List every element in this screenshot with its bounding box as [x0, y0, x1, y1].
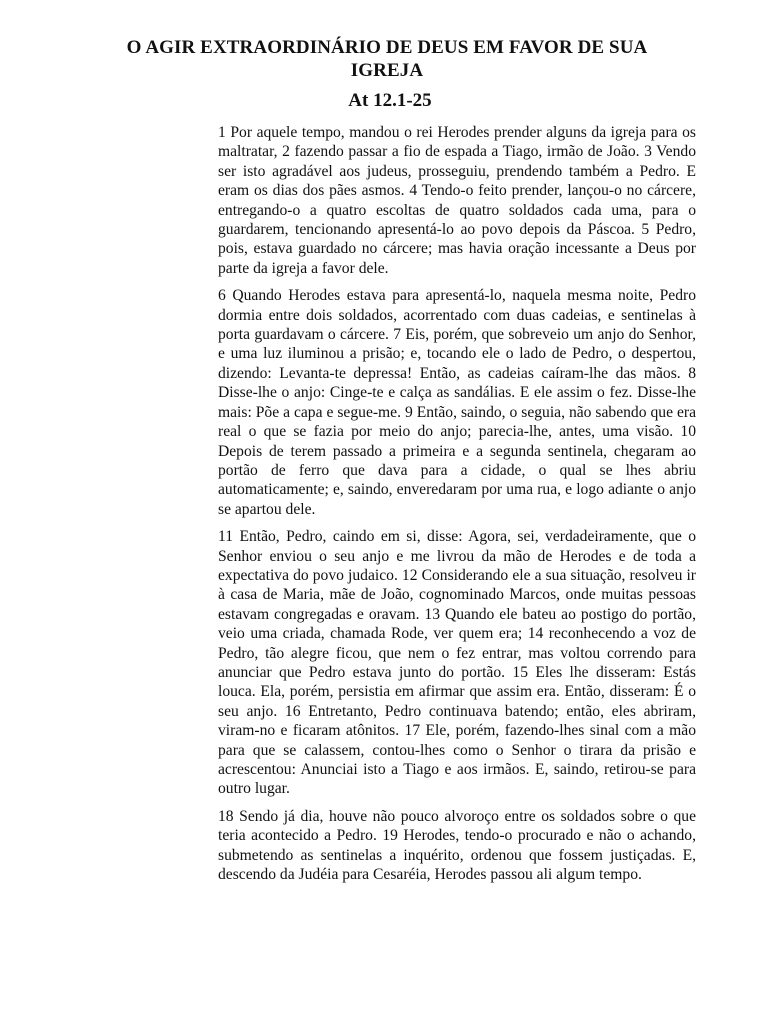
paragraph-verses-11-17: 11 Então, Pedro, caindo em si, disse: Agora, sei, verdadeiramente, que o Senhor enviou o seu anjo e me livrou da mão de Herodes e de toda a expectativa do povo judaico. 12 Considerando ele a sua situação, resolveu ir à casa de Maria, mãe de João, cognominado Marcos, onde muitas pessoas estavam congregadas e oravam. 13 Quando ele bateu ao postigo do portão, veio uma criada, chamada Rode, ver quem era; 14 reconhecendo a voz de Pedro, tão alegre ficou, que nem o fez entrar, mas voltou correndo para anunciar que Pedro estava junto do portão. 15 Eles lhe disseram: Estás louca. Ela, porém, persistia em afirmar que assim era. Então, disseram: É o seu anjo. 16 Entretanto, Pedro continuava batendo; então, eles abriram, viram-no e ficaram atônitos. 17 Ele, porém, fazendo-lhes sinal com a mão para que se calassem, contou-lhes como o Senhor o tirara da prisão e acrescentou: Anunciai isto a Tiago e aos irmãos. E, saindo, retirou-se para outro lugar.	[218, 528, 696, 798]
paragraph-verses-18-19: 18 Sendo já dia, houve não pouco alvoroço entre os soldados sobre o que teria acontecido a Pedro. 19 Herodes, tendo-o procurado e não o achando, submetendo as sentinelas a inquérito, ordenou que fossem justiçadas. E, descendo da Judéia para Cesaréia, Herodes passou ali algum tempo.	[218, 807, 696, 884]
paragraph-verses-6-10: 6 Quando Herodes estava para apresentá-lo, naquela mesma noite, Pedro dormia entre dois soldados, acorrentado com duas cadeias, e sentinelas à porta guardavam o cárcere. 7 Eis, porém, que sobreveio um anjo do Senhor, e uma luz iluminou a prisão; e, tocando ele o lado de Pedro, o despertou, dizendo: Levanta-te depressa! Então, as cadeias caíram-lhe das mãos. 8 Disse-lhe o anjo: Cinge-te e calça as sandálias. E ele assim o fez. Disse-lhe mais: Põe a capa e segue-me. 9 Então, saindo, o seguia, não sabendo que era real o que se fazia por meio do anjo; parecia-lhe, antes, uma visão. 10 Depois de terem passado a primeira e a segunda sentinela, chegaram ao portão de ferro que dava para a cidade, o qual se lhes abriu automaticamente; e, saindo, enveredaram por uma rua, e logo adiante o anjo se apartou dele.	[218, 287, 696, 518]
scripture-body	[218, 123, 696, 892]
document-title: O AGIR EXTRAORDINÁRIO DE DEUS EM FAVOR DE SUA IGREJA	[126, 37, 648, 81]
scripture-reference: At 12.1-25	[348, 90, 432, 111]
paragraph-verses-1-5: 1 Por aquele tempo, mandou o rei Herodes prender alguns da igreja para os maltratar, 2 fazendo passar a fio de espada a Tiago, irmão de João. 3 Vendo ser isto agradável aos judeus, prosseguiu, prendendo também a Pedro. E eram os dias dos pães asmos. 4 Tendo-o feito prender, lançou-o no cárcere, entregando-o a quatro escoltas de quatro soldados cada uma, para o guardarem, tencionando apresentá-lo ao povo depois da Páscoa. 5 Pedro, pois, estava guardado no cárcere; mas havia oração incessante a Deus por parte da igreja a favor dele.	[218, 124, 696, 277]
